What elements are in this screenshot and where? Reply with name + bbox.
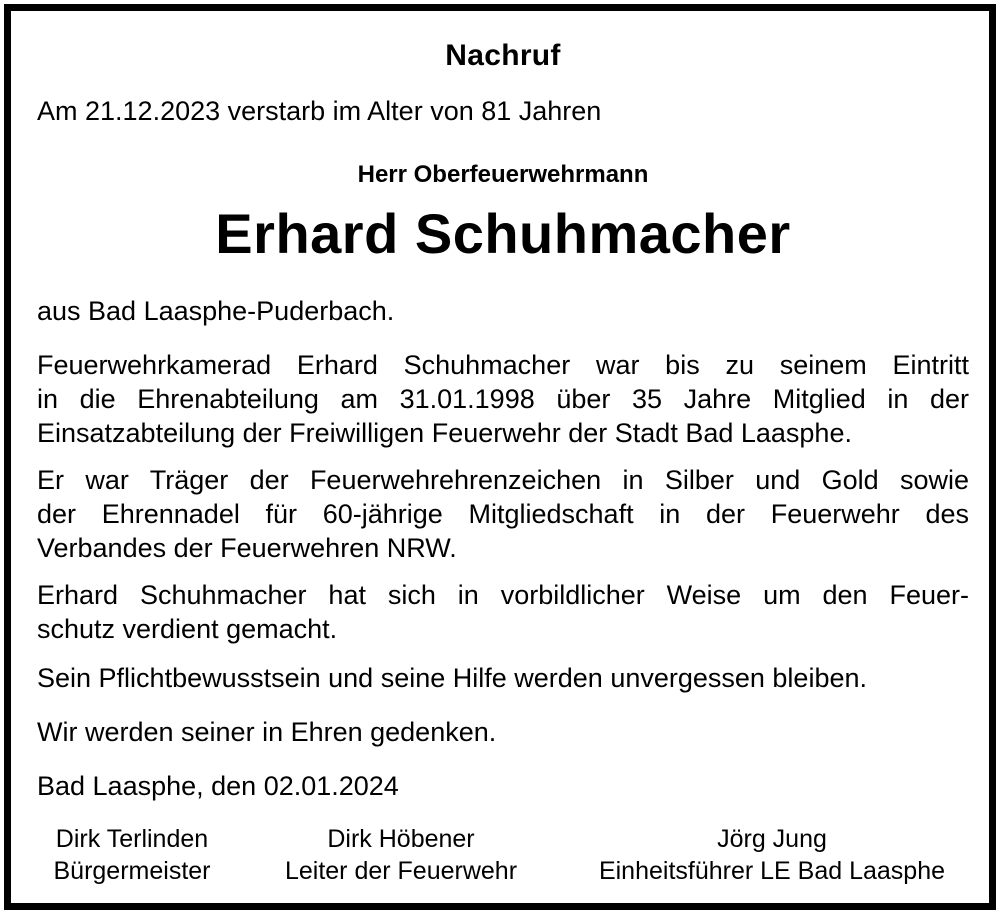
- paragraph-merit: [37, 578, 969, 646]
- signer-role: Leiter der Feuerwehr: [284, 857, 518, 885]
- paragraph-honor: Wir werden seiner in Ehren gedenken.: [37, 717, 497, 747]
- signer-name: Dirk Höbener: [327, 825, 475, 853]
- paragraph-line: in die Ehrenabteilung am 31.01.1998 über 35 Jahre Mitglied in der: [37, 384, 969, 414]
- paragraph-line: Verbandes der Feuerwehren NRW.: [37, 533, 457, 563]
- intro-line: Am 21.12.2023 verstarb im Alter von 81 Jahren: [37, 96, 602, 126]
- paragraph-line: Er war Träger der Feuerwehrehrenzeichen in Silber und Gold sowie: [37, 465, 969, 495]
- paragraph-line: Feuerwehrkamerad Erhard Schuhmacher war bis zu seinem Eintritt: [37, 350, 969, 380]
- obituary-heading: Nachruf: [445, 39, 561, 72]
- origin-line: aus Bad Laasphe-Puderbach.: [37, 296, 395, 326]
- paragraph-membership: [37, 348, 969, 450]
- paragraph-line: Erhard Schuhmacher hat sich in vorbildlicher Weise um den Feuer-: [37, 580, 969, 610]
- place-date: Bad Laasphe, den 02.01.2024: [37, 771, 399, 801]
- paragraph-line: Einsatzabteilung der Freiwilligen Feuerwehr der Stadt Bad Laasphe.: [37, 418, 852, 448]
- deceased-name: Erhard Schuhmacher: [215, 202, 791, 265]
- signer-fire-chief: [261, 823, 541, 887]
- signer-role: Bürgermeister: [53, 857, 211, 885]
- paragraph-line: schutz verdient gemacht.: [37, 614, 338, 644]
- signer-unit-leader: [575, 823, 969, 887]
- paragraph-remembrance: Sein Pflichtbewusstsein und seine Hilfe werden unvergessen bleiben.: [37, 663, 867, 693]
- signer-name: Dirk Terlinden: [55, 825, 209, 853]
- deceased-rank: Herr Oberfeuerwehrmann: [357, 161, 649, 188]
- paragraph-line: der Ehrennadel für 60-jährige Mitgliedschaft in der Feuerwehr des: [37, 499, 969, 529]
- signer-mayor: [37, 823, 227, 887]
- signer-role: Einheitsführer LE Bad Laasphe: [598, 857, 946, 885]
- paragraph-honors: [37, 463, 969, 565]
- obituary-border: [4, 4, 996, 910]
- signer-name: Jörg Jung: [717, 825, 827, 853]
